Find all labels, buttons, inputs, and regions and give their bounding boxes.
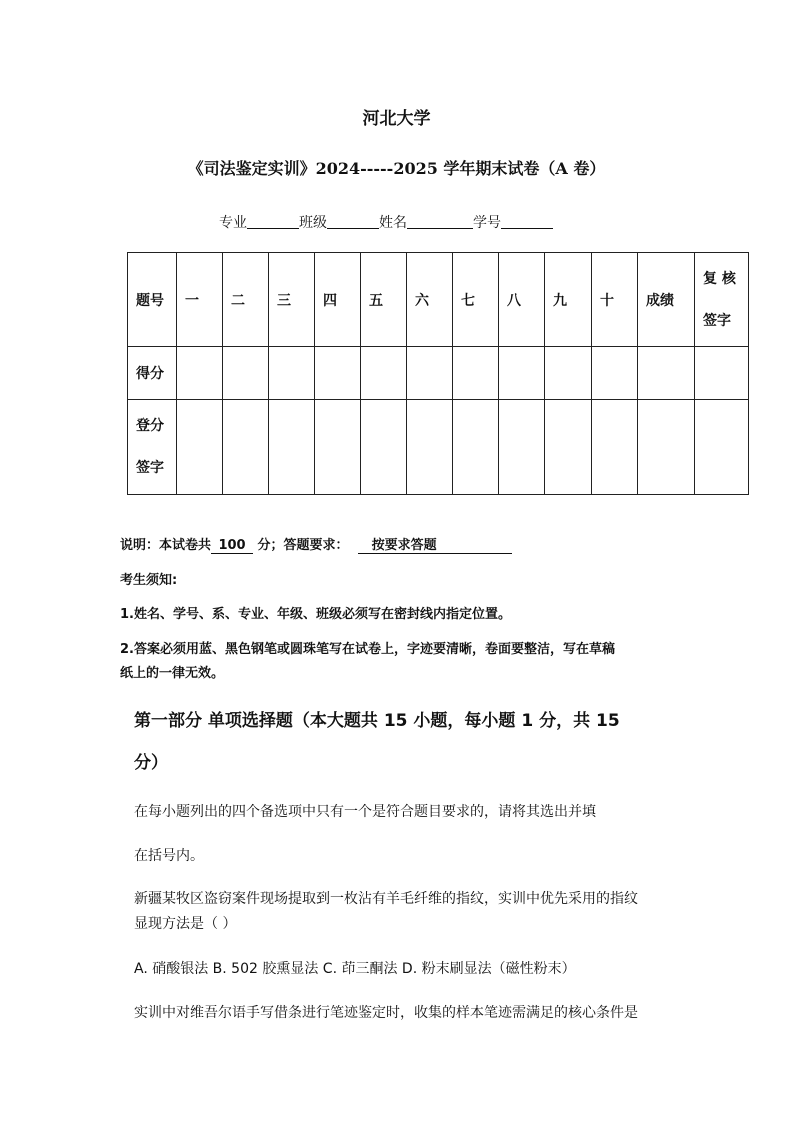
sign-cell[interactable] [453,400,499,495]
score-cell[interactable] [177,347,223,400]
notice-rule-2-line-1: 2.答案必须用蓝、黑色钢笔或圆珠笔写在试卷上，字迹要清晰，卷面要整洁，写在草稿 [120,642,615,657]
col-header-review-sign [695,253,749,347]
name-label: 姓名 [379,215,407,231]
id-label: 学号 [473,215,501,231]
row-header-score: 得分 [128,347,177,400]
score-cell[interactable] [638,347,695,400]
score-table [127,252,749,495]
notice-rule-2-line-2: 纸上的一律无效。 [120,666,225,681]
sign-cell[interactable] [638,400,695,495]
grader-label: 登分 [136,418,164,434]
col-header-10: 十 [592,253,638,347]
desc-mid: 分；答题要求： [257,538,349,553]
instruction-line-1: 在每小题列出的四个备选项中只有一个是符合题目要求的，请将其选出并填 [134,804,596,820]
score-cell[interactable] [269,347,315,400]
col-header-5: 五 [361,253,407,347]
section-title-line-2: 分） [134,753,168,773]
score-cell[interactable] [695,347,749,400]
name-field[interactable] [407,214,473,229]
exam-description [120,534,512,554]
university-name: 河北大学 [362,109,431,129]
score-cell[interactable] [407,347,453,400]
row-header-question-number: 题号 [128,253,177,347]
col-header-total: 成绩 [638,253,695,347]
score-cell[interactable] [361,347,407,400]
sign-label: 签字 [703,312,731,329]
review-label: 复 核 [703,270,736,287]
notice-rule-1: 1.姓名、学号、系、专业、年级、班级必须写在密封线内指定位置。 [120,607,511,622]
instruction-line-2: 在括号内。 [134,848,204,864]
student-id-field[interactable] [501,214,553,229]
sign-cell[interactable] [407,400,453,495]
question-2-line-1: 实训中对维吾尔语手写借条进行笔迹鉴定时，收集的样本笔迹需满足的核心条件是 [134,1005,638,1021]
sign-cell[interactable] [592,400,638,495]
sign-cell[interactable] [361,400,407,495]
student-info-line [219,212,553,232]
col-header-7: 七 [453,253,499,347]
sign-cell[interactable] [545,400,592,495]
question-number-row [128,253,749,347]
score-cell[interactable] [499,347,545,400]
score-cell[interactable] [315,347,361,400]
sign-cell[interactable] [177,400,223,495]
total-score: 100 [211,538,253,554]
score-cell[interactable] [453,347,499,400]
grader-sign-row [128,400,749,495]
sign-cell[interactable] [499,400,545,495]
major-field[interactable] [247,214,299,229]
score-cell[interactable] [545,347,592,400]
col-header-3: 三 [269,253,315,347]
score-cell[interactable] [223,347,269,400]
sign-cell[interactable] [269,400,315,495]
question-1-line-2: 显现方法是（ ） [134,916,237,932]
col-header-1: 一 [177,253,223,347]
col-header-2: 二 [223,253,269,347]
sign-label: 签字 [136,460,164,476]
section-title-line-1: 第一部分 单项选择题（本大题共 15 小题，每小题 1 分，共 15 [134,711,620,731]
col-header-9: 九 [545,253,592,347]
class-label: 班级 [299,215,327,231]
col-header-4: 四 [315,253,361,347]
col-header-6: 六 [407,253,453,347]
major-label: 专业 [219,215,247,231]
notice-title: 考生须知: [120,573,178,588]
score-row [128,347,749,400]
question-1-options: A. 硝酸银法 B. 502 胶熏显法 C. 茚三酮法 D. 粉末刷显法（磁性粉末） [134,961,576,977]
sign-cell[interactable] [695,400,749,495]
col-header-8: 八 [499,253,545,347]
question-1-line-1: 新疆某牧区盗窃案件现场提取到一枚沾有羊毛纤维的指纹，实训中优先采用的指纹 [134,891,638,907]
sign-cell[interactable] [223,400,269,495]
class-field[interactable] [327,214,379,229]
sign-cell[interactable] [315,400,361,495]
exam-title: 《司法鉴定实训》2024-----2025 学年期末试卷（A 卷） [187,159,606,178]
score-cell[interactable] [592,347,638,400]
desc-prefix: 说明：本试卷共 [120,538,212,553]
row-header-grader-sign [128,400,177,495]
answer-requirement: 按要求答题 [358,534,512,554]
